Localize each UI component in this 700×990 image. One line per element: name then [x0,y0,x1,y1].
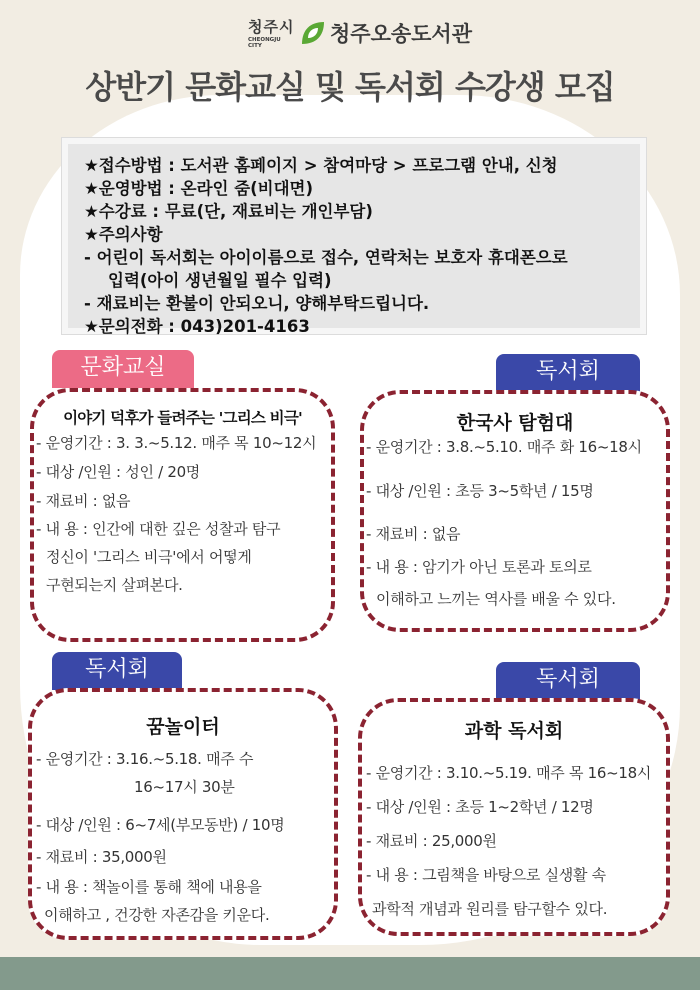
card-line-target: - 대상 /인원 : 초등 1~2학년 / 12명 [366,798,594,816]
info-line-caution-heading: ★주의사항 [84,225,163,244]
program-card-science-reading [358,698,670,936]
library-name: 청주오송도서관 [330,22,473,46]
card-line-content: - 내 용 : 암기가 아닌 토론과 토의로 [366,558,592,576]
info-line-operation: ★운영방법 : 온라인 줌(비대면) [84,179,314,198]
library-leaf-icon [298,18,328,48]
card-line-content-cont: 정신이 '그리스 비극'에서 어떻게 [46,548,252,566]
card-line-period-cont: 16~17시 30분 [134,778,235,796]
program-card-dream-playground [28,688,338,940]
card-line-target: - 대상 /인원 : 초등 3~5학년 / 15명 [366,482,594,500]
page-title: 상반기 문화교실 및 독서회 수강생 모집 [85,68,615,106]
info-line-caution-2: - 재료비는 환불이 안되오니, 양해부탁드립니다. [84,294,430,313]
card-line-material: - 재료비 : 없음 [366,525,461,543]
card-title: 꿈놀이터 [146,716,220,738]
city-logo [248,16,296,49]
card-line-content-cont: 과학적 개념과 원리를 탐구할수 있다. [372,900,608,918]
program-card-korean-history [360,390,670,632]
card-line-period: - 운영기간 : 3. 3.~5.12. 매주 목 10~12시 [36,434,317,452]
info-line-caution-1-cont: 입력(아이 생년월일 필수 입력) [108,271,332,290]
info-box [62,138,646,334]
card-line-period: - 운영기간 : 3.16.~5.18. 매주 수 [36,750,254,768]
card-line-target: - 대상 /인원 : 6~7세(부모동반) / 10명 [36,816,285,834]
tag-reading-club: 독서회 [496,662,640,700]
info-line-application: ★접수방법 : 도서관 홈페이지 > 참여마당 > 프로그램 안내, 신청 [84,156,558,175]
info-line-caution-1: - 어린이 독서회는 아이이름으로 접수, 연락처는 보호자 휴대폰으로 [84,248,568,267]
tag-culture-class: 문화교실 [52,350,194,388]
info-line-contact: ★문의전화 : 043)201-4163 [84,317,310,336]
card-line-material: - 재료비 : 35,000원 [36,848,167,866]
tag-reading-club: 독서회 [52,652,182,690]
card-title: 과학 독서회 [464,720,564,742]
card-line-content-cont: 이해하고 , 건강한 자존감을 키운다. [44,906,270,924]
header [0,12,700,52]
card-title: 한국사 탐험대 [456,412,574,434]
card-line-content: - 내 용 : 책놀이를 통해 책에 내용을 [36,878,262,896]
card-line-material: - 재료비 : 25,000원 [366,832,497,850]
city-name: 청주시 [248,18,295,36]
tag-reading-club: 독서회 [496,354,640,392]
card-line-period: - 운영기간 : 3.10.~5.19. 매주 목 16~18시 [366,764,652,782]
card-line-content-cont: 이해하고 느끼는 역사를 배울 수 있다. [376,590,616,608]
card-line-period: - 운영기간 : 3.8.~5.10. 매주 화 16~18시 [366,438,642,456]
city-name-en-line2: CITY [248,43,262,49]
card-line-content: - 내 용 : 그림책을 바탕으로 실생활 속 [366,866,606,884]
info-line-fee: ★수강료 : 무료(단, 재료비는 개인부담) [84,202,373,221]
city-name-en-line1: CHEONGJU [248,37,281,43]
card-title: 이야기 덕후가 들려주는 '그리스 비극' [63,409,302,427]
card-line-content: - 내 용 : 인간에 대한 깊은 성찰과 탐구 [36,520,281,538]
card-line-content-cont: 구현되는지 살펴본다. [46,576,183,594]
card-line-target: - 대상 /인원 : 성인 / 20명 [36,463,200,481]
card-line-material: - 재료비 : 없음 [36,492,131,510]
footer-band [0,957,700,990]
program-card-greek-tragedy [30,388,335,642]
